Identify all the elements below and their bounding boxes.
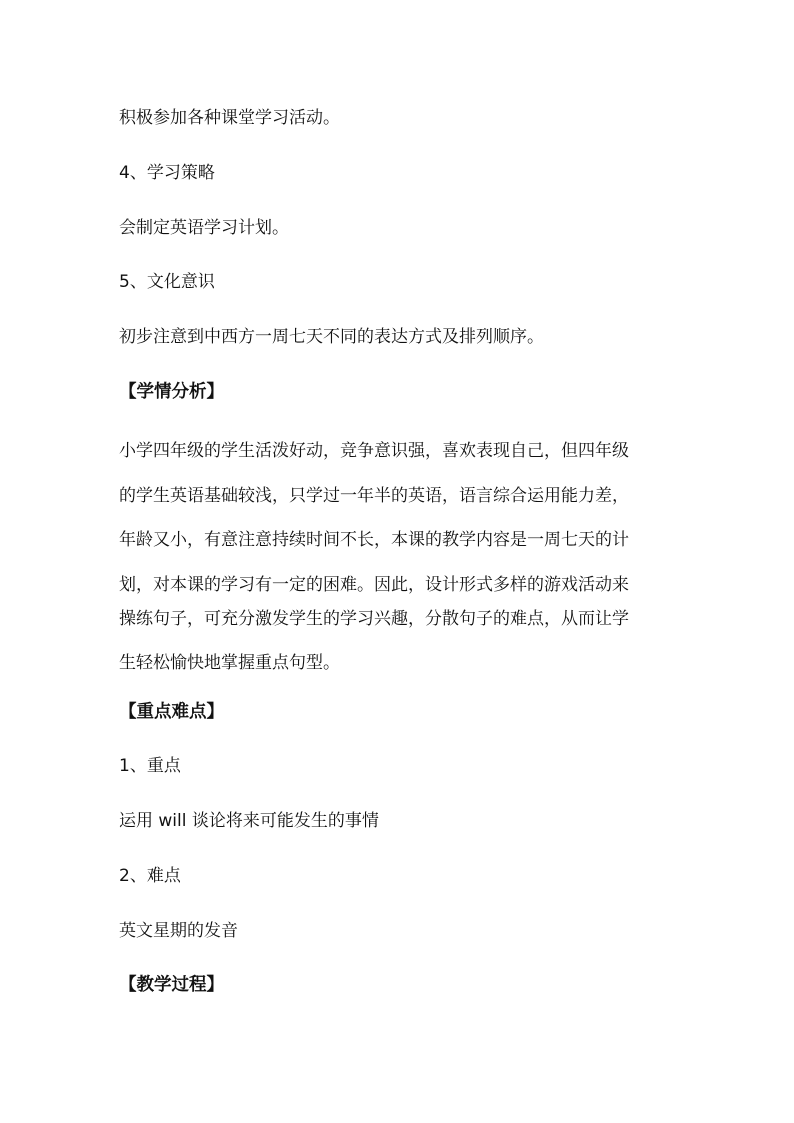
paragraph-line: 操练句子，可充分激发学生的学习兴趣，分散句子的难点，从而让学 [119, 609, 629, 629]
paragraph-line: 生轻松愉快地掌握重点句型。 [119, 653, 340, 673]
text-line-activities: 积极参加各种课堂学习活动。 [119, 108, 340, 128]
section-heading-key-points: 【重点难点】 [119, 702, 224, 722]
section-heading-teaching-process: 【教学过程】 [119, 975, 224, 995]
item-title-learning-strategy: 4、学习策略 [119, 163, 215, 183]
item-title-difficulty: 2、难点 [119, 866, 181, 886]
text-line-key-point: 运用 will 谈论将来可能发生的事情 [119, 811, 379, 831]
item-title-cultural-awareness: 5、文化意识 [119, 272, 215, 292]
paragraph-line: 年龄又小，有意注意持续时间不长，本课的教学内容是一周七天的计 [119, 530, 629, 550]
item-title-key-point: 1、重点 [119, 756, 181, 776]
paragraph-line: 小学四年级的学生活泼好动，竞争意识强，喜欢表现自己，但四年级 [119, 441, 629, 461]
text-line-weekdays-culture: 初步注意到中西方一周七天不同的表达方式及排列顺序。 [119, 327, 544, 347]
text-line-difficulty: 英文星期的发音 [119, 921, 238, 941]
paragraph-line: 划，对本课的学习有一定的困难。因此，设计形式多样的游戏活动来 [119, 575, 629, 595]
section-heading-student-analysis: 【学情分析】 [119, 382, 224, 402]
paragraph-line: 的学生英语基础较浅，只学过一年半的英语，语言综合运用能力差， [119, 486, 629, 506]
text-line-study-plan: 会制定英语学习计划。 [119, 218, 289, 238]
